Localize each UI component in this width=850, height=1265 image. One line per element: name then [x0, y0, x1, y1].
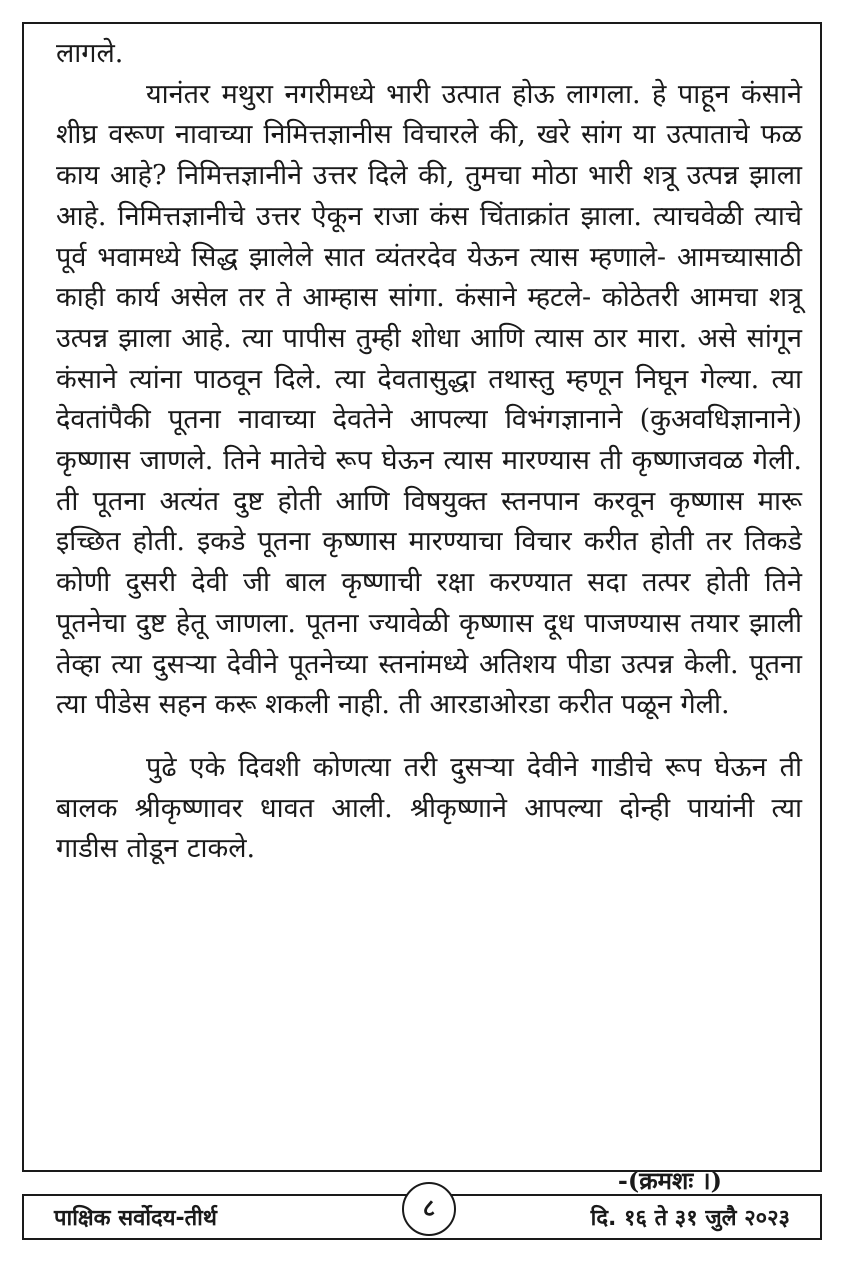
article-body	[56, 34, 802, 870]
page-footer	[22, 1194, 822, 1240]
publication-name: पाक्षिक सर्वोदय-तीर्थ	[54, 1206, 217, 1231]
paragraph-cart: पुढे एके दिवशी कोणत्या तरी दुसऱ्या देवीने गाडीचे रूप घेऊन ती बालक श्रीकृष्णावर धावत आली. श्रीकृष्णाने आपल्या दोन्ही पायांनी त्या गाडीस तोडून टाकले.	[56, 751, 802, 865]
page-number: ८	[402, 1182, 456, 1236]
paragraph-putana: यानंतर मथुरा नगरीमध्ये भारी उत्पात होऊ लागला. हे पाहून कंसाने शीघ्र वरूण नावाच्या निमित्तज्ञानीस विचारले की, खरे सांग या उत्पाताचे फळ काय आहे? निमित्तज्ञानीने उत्तर दिले की, तुमचा मोठा भारी शत्रू उत्पन्न झाला आहे. निमित्तज्ञानीचे उत्तर ऐकून राजा कंस चिंताक्रांत झाला. त्याचवेळी त्याचे पूर्व भवामध्ये सिद्ध झालेले सात व्यंतरदेव येऊन त्यास म्हणाले- आमच्यासाठी काही कार्य असेल तर ते आम्हास सांगा. कंसाने म्हटले- कोठेतरी आमचा शत्रू उत्पन्न झाला आहे. त्या पापीस तुम्ही शोधा आणि त्यास ठार मारा. असे सांगून कंसाने त्यांना पाठवून दिले. त्या देवतासुद्धा तथास्तु म्हणून निघून गेल्या. त्या देवतांपैकी पूतना नावाच्या देवतेने आपल्या विभंगज्ञानाने (कुअवधिज्ञानाने) कृष्णास जाणले. तिने मातेचे रूप घेऊन त्यास मारण्यास ती कृष्णाजवळ गेली. ती पूतना अत्यंत दुष्ट होती आणि विषयुक्त स्तनपान करवून कृष्णास मारू इच्छित होती. इकडे पूतना कृष्णास मारण्याचा विचार करीत होती तर तिकडे कोणी दुसरी देवी जी बाल कृष्णाची रक्षा करण्यात सदा तत्पर होती तिने पूतनेचा दुष्ट हेतू जाणला. पूतना ज्यावेळी कृष्णास दूध पाजण्यास तयार झाली तेव्हा त्या दुसऱ्या देवीने पूतनेच्या स्तनांमध्ये अतिशय पीडा उत्पन्न केली. पूतना त्या पीडेस सहन करू शकली नाही. ती आरडाओरडा करीत पळून गेली.	[56, 78, 802, 721]
paragraph-continuation: लागले.	[56, 38, 124, 69]
continued-marker: -(क्रमशः ।)	[617, 1166, 722, 1195]
issue-date: दि. १६ ते ३१ जुलै २०२३	[590, 1206, 790, 1231]
